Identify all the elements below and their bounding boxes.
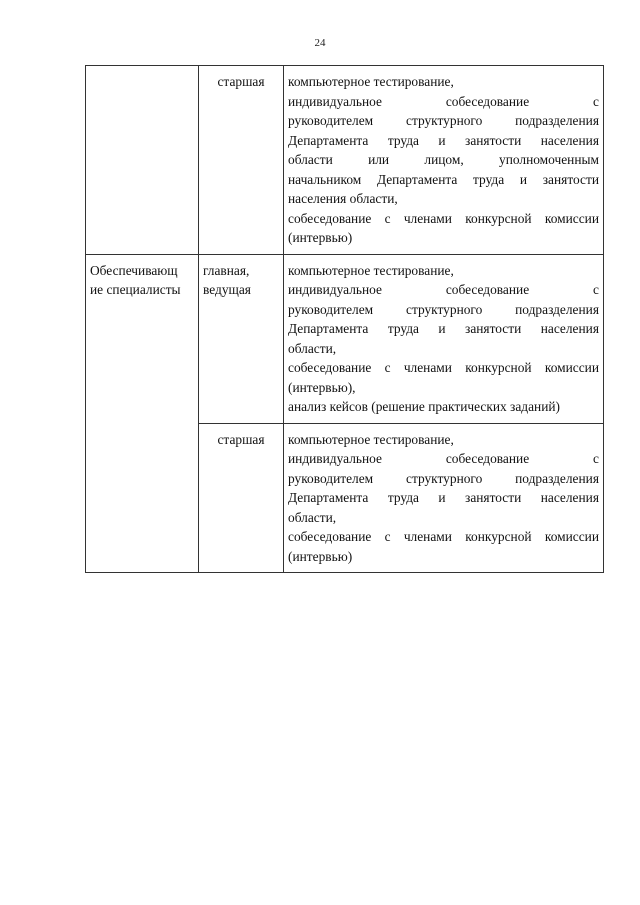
methods-cell	[284, 423, 604, 573]
method-line: собеседование с членами конкурсной комиссии	[288, 529, 599, 544]
group-cell	[86, 423, 199, 573]
table-body	[86, 66, 604, 573]
level-label-line: главная,	[203, 262, 250, 278]
method-line: индивидуальное собеседование с	[288, 282, 599, 297]
method-line: компьютерное тестирование,	[288, 74, 454, 89]
level-label-line: ведущая	[203, 282, 251, 297]
table-row	[86, 66, 604, 255]
group-label-line: Обеспечивающ	[90, 262, 178, 278]
method-line: (интервью),	[288, 379, 356, 395]
method-line: анализ кейсов (решение практических заданий)	[288, 399, 560, 414]
page-number: 24	[314, 37, 326, 49]
method-line: области,	[288, 340, 337, 356]
qualification-methods-table	[85, 65, 604, 573]
group-label-line: ие специалисты	[90, 282, 181, 297]
level-label: старшая	[217, 74, 265, 89]
method-line: руководителем структурного подразделения	[288, 470, 599, 486]
method-line: области или лицом, уполномоченным	[288, 152, 599, 167]
table-row	[86, 423, 604, 573]
methods-cell	[284, 66, 604, 255]
method-line: начальником Департамента труда и занятости	[288, 171, 599, 187]
method-line: руководителем структурного подразделения	[288, 301, 599, 317]
group-cell	[86, 254, 199, 423]
method-line: Департамента труда и занятости населения	[288, 490, 599, 505]
level-cell	[199, 66, 284, 255]
method-line: собеседование с членами конкурсной комиссии	[288, 360, 599, 375]
method-line: населения области,	[288, 191, 398, 206]
methods-cell	[284, 254, 604, 423]
table-row	[86, 254, 604, 423]
method-line: (интервью)	[288, 230, 353, 245]
group-cell	[86, 66, 199, 255]
method-line: компьютерное тестирование,	[288, 431, 454, 447]
method-line: собеседование с членами конкурсной комиссии	[288, 210, 599, 226]
method-line: (интервью)	[288, 548, 353, 564]
method-line: индивидуальное собеседование с	[288, 93, 599, 109]
method-line: Департамента труда и занятости населения	[288, 321, 599, 336]
method-line: компьютерное тестирование,	[288, 262, 454, 278]
level-cell	[199, 423, 284, 573]
method-line: Департамента труда и занятости населения	[288, 132, 599, 148]
level-cell	[199, 254, 284, 423]
method-line: индивидуальное собеседование с	[288, 451, 599, 466]
level-label: старшая	[217, 431, 265, 447]
method-line: руководителем структурного подразделения	[288, 113, 599, 128]
method-line: области,	[288, 509, 337, 525]
